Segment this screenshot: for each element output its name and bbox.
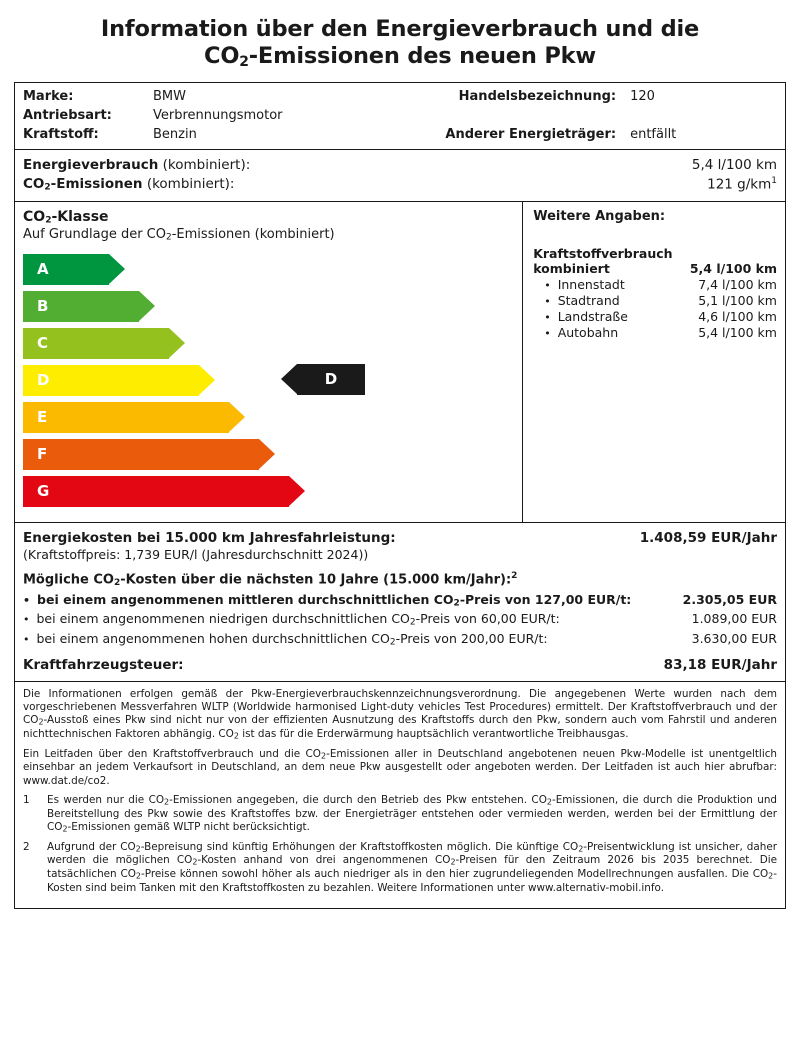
title-subscript: 2 [239, 54, 249, 71]
energieverbrauch-value: 5,4 l/100 km [691, 156, 777, 173]
footnote-paragraph-2 [23, 748, 777, 788]
fn2-sub2: 2 [578, 843, 584, 853]
fn2-d: -Kosten anhand von drei angenommenen CO [197, 854, 451, 867]
fn-p1-sub2: 2 [233, 731, 239, 741]
co2-class-bar-label: B [37, 297, 49, 316]
kraftfahrzeugsteuer-label: Kraftfahrzeugsteuer: [23, 656, 184, 673]
co2-price-scenarios [23, 592, 777, 648]
marke-value: BMW [153, 88, 186, 104]
marke-label: Marke: [23, 88, 74, 104]
title-line-2-b: -Emissionen des neuen Pkw [248, 43, 596, 70]
fn-p2-b: -Emissionen aller in Deutschland angebotenen neuen Pkw-Modelle ist unentgeltlich einsehbar an jedem Verkaufsort in Deutschland, an dem neue Pkw ausgestellt oder angeboten werden. Der Leitfaden ist auch hier abrufbar: www.dat.de/co2. [23, 747, 778, 787]
kraftstoffverbrauch-row-value: 4,6 l/100 km [698, 308, 777, 324]
fn1-sub2: 2 [546, 797, 552, 807]
fn2-sub: 2 [135, 843, 141, 853]
fn2-g: -Kosten sind beim Tanken mit den Kraftstoffkosten zu bezahlen. Weitere Informationen unter www.alternativ-mobil.info. [47, 867, 777, 894]
co2-class-bar-label: A [37, 260, 49, 279]
co2-class-bar-a [23, 253, 514, 286]
fn-p1-b: -Ausstoß eines Pkw sind nicht nur von der effizienten Ausnutzung des Kraftstoffs durch den Pkw, sondern auch vom Fahrstil und anderen nichttechnischen Faktoren abhängig. CO [23, 714, 777, 740]
kraftstoffverbrauch-row-label: Stadtrand [557, 292, 620, 308]
fn2-f: -Preise können sowohl höher als auch niedriger als in den hier zugrundeliegenden Modellrechnungen ausfallen. Die CO [141, 867, 769, 880]
fn2-b: -Bepreisung sind künftig Erhöhungen der Kraftstoffkosten möglich. Die künftige CO [140, 840, 579, 853]
row-co2-emissionen [23, 176, 777, 193]
energiekosten-value: 1.408,59 EUR/Jahr [639, 529, 777, 546]
co2-class-bar-d [23, 364, 514, 397]
co2-class-bar-shape [23, 328, 169, 359]
co2-emissionen-value: 121 g/km [707, 176, 772, 193]
fn2-sub3: 2 [192, 857, 198, 867]
moegliche-heading-footnote-marker: 2 [511, 570, 518, 581]
co2-emissionen-qualifier: (kombiniert): [142, 176, 235, 193]
moegliche-heading-a: Mögliche CO [23, 572, 114, 588]
fn2-sub5: 2 [135, 871, 141, 881]
co2-class-bar-e [23, 401, 514, 434]
kraftstoffpreis-note: (Kraftstoffpreis: 1,739 EUR/l (Jahresdurchschnitt 2024)) [23, 546, 369, 562]
vehicle-info-left [23, 89, 415, 142]
anderer-energietraeger-value: entfällt [630, 126, 677, 142]
fn1-c: -Emissionen, die durch die Produktion und Bereitstellung des Pkw sowie des Kraftstoffes bzw. der Energieträger entstehen oder vermieden werden, werden bei der Ermittlung der CO [47, 793, 778, 833]
co2-class-bar-label: G [37, 482, 50, 501]
kraftstoffverbrauch-row-value: 5,1 l/100 km [698, 292, 777, 308]
co2-price-scenario-text: bei einem angenommenen niedrigen durchschnittlichen CO2-Preis von 60,00 EUR/t: [36, 611, 560, 628]
footnote-1-number: 1 [23, 793, 30, 806]
co2-price-scenario-row [23, 611, 777, 628]
kraftstoffverbrauch-row [533, 325, 777, 340]
kraftstoffverbrauch-row-label: Landstraße [557, 308, 628, 324]
co2-class-heading-b: -Klasse [51, 208, 109, 225]
vehicle-info-box [14, 82, 786, 150]
energiekosten-label: Energiekosten bei 15.000 km Jahresfahrleistung: [23, 529, 396, 546]
fn-p1-a: Die Informationen erfolgen gemäß der Pkw-Energieverbrauchskennzeichnungsverordnung. Die angegebenen Werte wurden nach dem vorgeschriebenen Messverfahren WLTP (Worldwide harmonised Light-duty vehicles Test Procedures) ermittelt. Der Kraftstoffverbrauch und der CO [23, 687, 777, 727]
co2-price-scenario-text: bei einem angenommenen mittleren durchschnittlichen CO2-Preis von 127,00 EUR/t: [37, 591, 632, 609]
weitere-angaben-title: Weitere Angaben: [533, 208, 666, 224]
kraftstoffverbrauch-kombiniert [533, 261, 777, 276]
moegliche-heading-sub: 2 [113, 577, 121, 588]
title-line-1: Information über den Energieverbrauch und die [100, 16, 700, 42]
row-energieverbrauch [23, 157, 777, 173]
co2-class-scale [15, 202, 523, 522]
vehicle-info-right [415, 89, 777, 142]
costs-box [14, 523, 786, 682]
co2-class-bar-g [23, 475, 514, 508]
co2-price-scenario-row [23, 631, 777, 648]
footnote-item-2 [23, 841, 777, 895]
co2-class-bar-f [23, 438, 514, 471]
footnote-item-1 [23, 794, 777, 835]
co2-class-subheading-sub: 2 [166, 232, 172, 243]
consumption-box [14, 150, 786, 202]
footnote-2-text [47, 841, 777, 895]
anderer-energietraeger-label: Anderer Energieträger: [445, 126, 617, 142]
co2-emissionen-subscript: 2 [44, 182, 51, 193]
fn2-e: -Preisen für den Zeitraum 2026 bis 2035 berechnet. Die tatsächlichen CO [47, 854, 777, 880]
kombiniert-value: 5,4 l/100 km [689, 260, 777, 276]
bullet-icon: • [23, 613, 30, 627]
co2-class-bar-b [23, 290, 514, 323]
bullet-icon: • [544, 278, 551, 292]
bullet-icon: • [544, 326, 551, 340]
fn2-sub4: 2 [450, 857, 456, 867]
fn1-sub: 2 [164, 797, 170, 807]
co2-class-bar-label: E [37, 408, 48, 427]
kraftstoffverbrauch-row [533, 293, 777, 308]
co2-emissionen-footnote-marker: 1 [771, 175, 777, 186]
energiekosten-row [23, 530, 777, 546]
co2-class-subheading [23, 227, 514, 243]
kraftstoffverbrauch-row-value: 5,4 l/100 km [698, 324, 777, 340]
kraftstoffverbrauch-row-label: Innenstadt [557, 276, 625, 292]
co2-class-bar-shape [23, 291, 139, 322]
fn2-sub6: 2 [768, 871, 774, 881]
kraftfahrzeugsteuer-value: 83,18 EUR/Jahr [663, 656, 777, 673]
footnote-paragraph-1 [23, 688, 777, 742]
handelsbezeichnung-label: Handelsbezeichnung: [458, 88, 617, 104]
co2-class-subheading-b: -Emissionen (kombiniert) [171, 227, 335, 243]
energieverbrauch-label: Energieverbrauch [23, 156, 159, 173]
fn2-c: -Preisentwicklung ist unsicher, daher werden die möglichen CO [47, 840, 777, 867]
fn-p2-a: Ein Leitfaden über den Kraftstoffverbrauch und die CO [23, 747, 321, 760]
co2-class-bars [23, 253, 514, 508]
bullet-icon: • [544, 310, 551, 324]
co2-price-scenario-value: 2.305,05 EUR [682, 591, 777, 607]
co2-price-scenario-row [23, 592, 777, 609]
kraftstoffverbrauch-title: Kraftstoffverbrauch [533, 245, 673, 261]
co2-class-box [14, 202, 786, 523]
co2-class-bar-shape [23, 365, 199, 396]
kraftstoffverbrauch-row [533, 277, 777, 292]
bullet-icon: • [23, 593, 31, 607]
fn2-a: Aufgrund der CO [47, 840, 136, 853]
fn1-d: -Emissionen gemäß WLTP nicht berücksichtigt. [67, 820, 310, 833]
footnote-2-number: 2 [23, 840, 30, 853]
co2-emissionen-label-a: CO [23, 176, 45, 193]
kraftstoff-value: Benzin [153, 126, 197, 142]
co2-class-bar-shape [23, 402, 229, 433]
kraftstoffverbrauch-list [533, 277, 777, 340]
bullet-icon: • [23, 633, 30, 646]
kraftfahrzeugsteuer-row [23, 657, 777, 673]
co2-class-heading [23, 209, 514, 226]
handelsbezeichnung-value: 120 [630, 88, 655, 104]
co2-class-bar-c [23, 327, 514, 360]
co2-class-bar-label: C [37, 334, 49, 353]
kombiniert-label: kombiniert [533, 260, 610, 276]
co2-class-heading-a: CO [23, 208, 46, 225]
kraftstoffverbrauch-row-value: 7,4 l/100 km [698, 276, 777, 292]
co2-emissionen-label-b: -Emissionen [50, 176, 143, 193]
field-marke [23, 89, 415, 104]
fn1-a: Es werden nur die CO [47, 793, 165, 806]
fn-p2-sub: 2 [321, 751, 327, 761]
title-line-2-a: CO [204, 43, 240, 70]
moegliche-co2-kosten-heading [23, 571, 777, 588]
co2-class-bar-shape [23, 254, 109, 285]
field-handelsbezeichnung [415, 89, 777, 104]
co2-class-bar-shape [23, 476, 289, 507]
co2-price-scenario-text: bei einem angenommenen hohen durchschnittlichen CO2-Preis von 200,00 EUR/t: [36, 631, 548, 648]
co2-price-scenario-label [23, 592, 631, 609]
kraftstoffverbrauch-row [533, 309, 777, 324]
co2-class-heading-sub: 2 [45, 215, 52, 226]
co2-price-scenario-value: 1.089,00 EUR [691, 611, 777, 627]
footnotes-box [14, 682, 786, 909]
co2-class-bar-label: F [37, 445, 48, 464]
bullet-icon: • [544, 294, 551, 308]
kraftstoff-label: Kraftstoff: [23, 126, 99, 142]
fn1-sub3: 2 [62, 824, 68, 834]
field-anderer-energietraeger [415, 127, 777, 142]
field-kraftstoff [23, 127, 415, 142]
kraftstoffverbrauch-row-label: Autobahn [557, 324, 619, 340]
antriebsart-value: Verbrennungsmotor [153, 107, 283, 123]
fn-p1-sub: 2 [38, 717, 44, 727]
co2-class-subheading-a: Auf Grundlage der CO [23, 227, 166, 243]
energieverbrauch-qualifier: (kombiniert): [158, 156, 251, 173]
fn1-b: -Emissionen angegeben, die durch den Betrieb des Pkw entstehen. CO [169, 793, 547, 806]
fn-p1-c: ist das für die Erderwärmung hauptsächlich verantwortliche Treibhausgas. [238, 727, 629, 740]
field-antriebsart [23, 108, 415, 123]
antriebsart-label: Antriebsart: [23, 107, 112, 123]
co2-class-bar-shape [23, 439, 259, 470]
co2-price-scenario-label [23, 631, 548, 648]
co2-price-scenario-value: 3.630,00 EUR [691, 631, 777, 646]
moegliche-heading-b: -Kosten über die nächsten 10 Jahre (15.000 km/Jahr): [120, 572, 512, 588]
co2-price-scenario-label [23, 611, 560, 628]
co2-class-bar-label: D [37, 371, 50, 390]
footnote-1-text [47, 794, 777, 835]
page-title [14, 16, 786, 72]
weitere-angaben-panel [523, 202, 785, 522]
co2-class-selected-marker: D [297, 364, 365, 395]
